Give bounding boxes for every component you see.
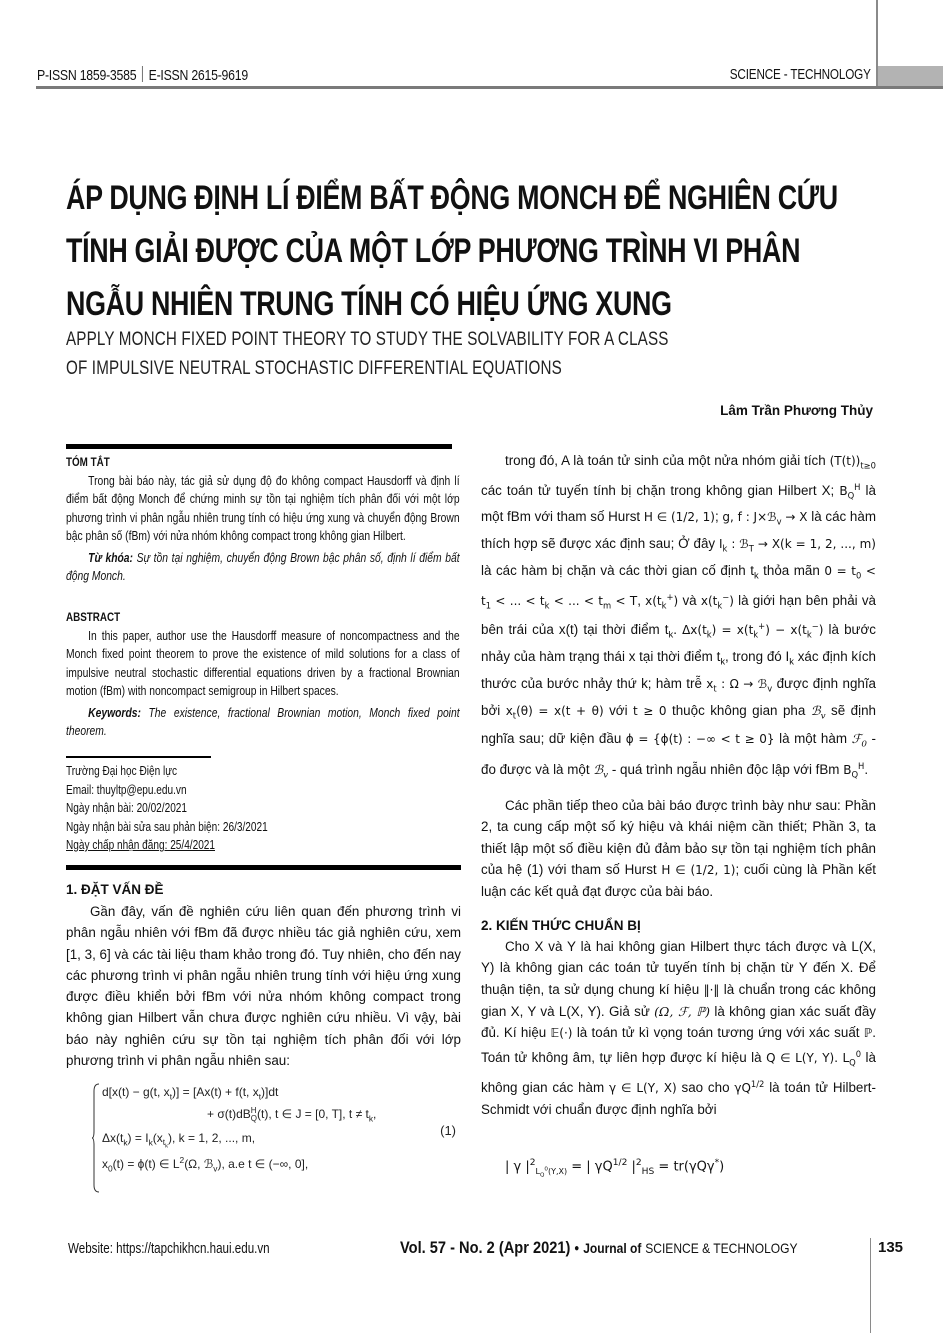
tom-tat-body: [66, 472, 460, 586]
issn-separator: [142, 66, 143, 82]
abstract-block: [66, 610, 461, 741]
title-vn-line: ÁP DỤNG ĐỊNH LÍ ĐIỂM BẤT ĐỘNG MONCH ĐỂ NGHIÊN CỨU: [66, 179, 838, 217]
title-vn-line: TÍNH GIẢI ĐƯỢC CỦA MỘT LỚP PHƯƠNG TRÌNH VI PHÂN: [66, 232, 801, 270]
email[interactable]: Email: thuyltp@epu.edu.vn: [66, 782, 187, 797]
journal-of: Journal of: [583, 1240, 642, 1256]
title-english: [66, 325, 669, 383]
title-en-line: APPLY MONCH FIXED POINT THEORY TO STUDY THE SOLVABILITY FOR A CLASS: [66, 329, 669, 350]
section-1-paragraph: Gần đây, vấn đề nghiên cứu liên quan đến phương trình vi phân ngẫu nhiên với fBm đã được nhiều tác giả nghiên cứu, xem [1, 3, 6] và các tài liệu tham khảo trong đó. Tuy nhiên, cho đến nay các phương trình vi phân ngẫu nhiên trung tính với hiệu ứng xung được điều khiển bởi fBm với nửa nhóm không compact trong không gian Hilbert vẫn chưa được nghiên cứu nhiều. Vì vậy, bài báo này nghiên cứu sự tồn tại nghiệm tích phân đối với lớp phương trình vi phân ngẫu nhiên sau:: [66, 904, 461, 1069]
section-2-paragraph: Cho X và Y là hai không gian Hilbert thực tách được và L(X, Y) là không gian các toán tử tuyến tính bị chặn từ Y đến X. Để thuận tiện, ta sử dụng chung kí hiệu ‖·‖ là chuẩn trong các không gian X, Y và L(X, Y). Giả sử (Ω, ℱ, ℙ) là không gian xác suất đầy đủ. Kí hiệu 𝔼(·) là toán tử kì vọng toán tương ứng với xác suất ℙ. Toán tử không âm, tự liên hợp được kí hiệu là Q ∈ L(Y, Y). $L_Q^0$ là không gian các hàm γ ∈ L(Y, X) sao cho $\gamma Q^{1/2}$ là toán tử Hilbert-Schmidt với chuẩn được định nghĩa bởi: [481, 939, 876, 1118]
journal-name: SCIENCE & TECHNOLOGY: [645, 1240, 798, 1256]
page-number: 135: [878, 1239, 904, 1256]
bullet-icon: ●: [574, 1243, 580, 1254]
issn-line: [37, 66, 248, 84]
abstract-body: [66, 627, 460, 741]
equation-line-3: $\Delta x(t_k) = I_k(x_{t_k})$, k = 1, 2, ..., m,: [102, 1131, 256, 1151]
abstract-keywords-label: Keywords:: [88, 706, 141, 721]
header-rule: [36, 86, 943, 89]
tom-tat-keywords: [66, 549, 460, 586]
accepted-date: Ngày chấp nhận đăng: 25/4/2021: [66, 838, 216, 852]
website[interactable]: Website: https://tapchikhcn.haui.edu.vn: [68, 1241, 270, 1257]
equation-line-2: + σ(t)dB H Q (t), t ∈ J = [0, T], $t \ne t_k$,: [207, 1106, 377, 1124]
institution: Trường Đại học Điện lực: [66, 764, 177, 778]
received-date: Ngày nhận bài: 20/02/2021: [66, 801, 187, 815]
journal-volume-line: [400, 1238, 798, 1258]
footer-vertical-rule: [870, 1238, 871, 1333]
right-column-paragraph-1: trong đó, A là toán tử sinh của một nửa nhóm giải tích $(T(t))_{t\ge 0}$ các toán tử tuyến tính bị chặn trong không gian Hilbert X; $B_Q^H$ là một fBm với tham số Hurst H ∈ (1/2, 1); g, f : J×ℬ$_v$ → X là các hàm thích hợp sẽ được xác định sau; Ở đây $I_k$ : ℬ$_T$ → X(k = 1, 2, ..., m) là các hàm bị chặn và các thời gian cố định $t_k$ thỏa mãn $0 = t_0 < t_1$ < ... < $t_k$ < ... < $t_m < T$, $x(t_k^+)$ và $x(t_k^-)$ là giới hạn bên phải và bên trái của x(t) tại thời điểm $t_k$. $\Delta x(t_k) = x(t_k^+) - x(t_k^-)$ là bước nhảy của hàm trạng thái x tại thời điểm $t_k$, trong đó $I_k$ xác định kích thước của bước nhảy thứ k; hàm trễ $x_t$ : Ω → ℬ$_v$ được định nghĩa bởi $x_t(\theta) = x(t + \theta)$ với t ≥ 0 thuộc không gian pha ℬ$_v$ sẽ định nghĩa sau; dữ kiện đầu ϕ = {ϕ(t) : −∞ < t ≥ 0} là một hàm ℱ$_0$ - đo được và là một ℬ$_v$ - quá trình ngẫu nhiên độc lập với fBm $B_Q^H$.: [481, 453, 877, 781]
left-brace-icon: [92, 1083, 100, 1193]
abstract-heading: ABSTRACT: [66, 610, 121, 624]
section-1-title: 1. ĐẶT VẤN ĐỀ: [66, 882, 164, 897]
tom-tat-block: [66, 455, 461, 586]
equation-line-4: $x_0(t) = \phi(t)$ ∈ $L^2(\Omega$, ℬ$_v$), a.e t ∈ (−∞, 0],: [102, 1155, 309, 1174]
header-grey-tab: [878, 66, 943, 86]
equation-line-1: d[x(t) − g(t, $x_t)] = [Ax(t) + f(t$, $x_t)]dt$: [102, 1085, 279, 1102]
affiliation-rule: [66, 756, 211, 758]
p-issn: P-ISSN 1859-3585: [37, 67, 137, 84]
title-vietnamese: [66, 172, 838, 331]
equation-number: (1): [440, 1123, 456, 1138]
affiliation-block: [66, 762, 382, 855]
tom-tat-keywords-text: Sự tồn tại nghiệm, chuyển động Brown bậc phân số, định lí điểm bất động Monch.: [66, 551, 460, 584]
section-2: [481, 918, 876, 1121]
abstract-top-bar: [66, 444, 452, 449]
abstract-keywords-text: The existence, fractional Brownian motion, Monch fixed point theorem.: [66, 706, 460, 739]
abstract-keywords: [66, 704, 460, 741]
affiliation-bottom-bar: [66, 865, 461, 870]
section-1: [66, 882, 461, 1071]
author-name: Lâm Trần Phương Thủy: [720, 403, 873, 418]
hilbert-schmidt-norm-formula: | γ $|^2_{L_Q^0(Y,X)}$ = | $\gamma Q^{1/2}$ $|^2_{HS} = tr(\gamma Q\gamma^*)$: [505, 1158, 725, 1179]
section-2-title: 2. KIẾN THỨC CHUẨN BỊ: [481, 918, 641, 933]
volume: Vol. 57 - No. 2 (Apr 2021): [400, 1238, 571, 1257]
revised-date: Ngày nhận bài sửa sau phản biện: 26/3/2021: [66, 819, 268, 834]
right-column-paragraph-2: Các phần tiếp theo của bài báo được trình bày như sau: Phần 2, ta cung cấp một số ký hiệu và khái niệm cần thiết; Phần 3, ta thiết lập một số điều kiện đủ đảm bảo sự tồn tại nghiệm tích phân của hệ (1) với tham số Hurst H ∈ (1/2, 1); cuối cùng là Phần kết luận các kết quả đạt được của bài báo.: [481, 798, 876, 900]
e-issn: E-ISSN 2615-9619: [148, 67, 248, 84]
equation-1: [92, 1083, 472, 1193]
tom-tat-heading: TÓM TẮT: [66, 455, 110, 469]
title-en-line: OF IMPULSIVE NEUTRAL STOCHASTIC DIFFERENTIAL EQUATIONS: [66, 358, 562, 379]
abstract-text: In this paper, author use the Hausdorff measure of noncompactness and the Monch fixed point theorem to prove the existence of mild solutions for a class of impulsive neutral stochastic differential equations driven by a fractional Brownian motion (fBm) with noncompact semigroup in Hilbert spaces.: [66, 629, 460, 698]
tom-tat-keywords-label: Từ khóa:: [88, 551, 133, 566]
section-label: SCIENCE - TECHNOLOGY: [730, 66, 871, 83]
title-vn-line: NGẪU NHIÊN TRUNG TÍNH CÓ HIỆU ỨNG XUNG: [66, 285, 672, 323]
tom-tat-text: Trong bài báo này, tác giả sử dụng độ đo không compact Hausdorff và định lí điểm bất động Monch để chứng minh sự tồn tại nghiệm tích phân đối với một lớp phương trình vi phân ngẫu nhiên trung tính có hiệu ứng xung và chuyển động Brown bậc phân số (fBm) với nửa nhóm không compact trong không gian Hilbert.: [66, 474, 460, 543]
